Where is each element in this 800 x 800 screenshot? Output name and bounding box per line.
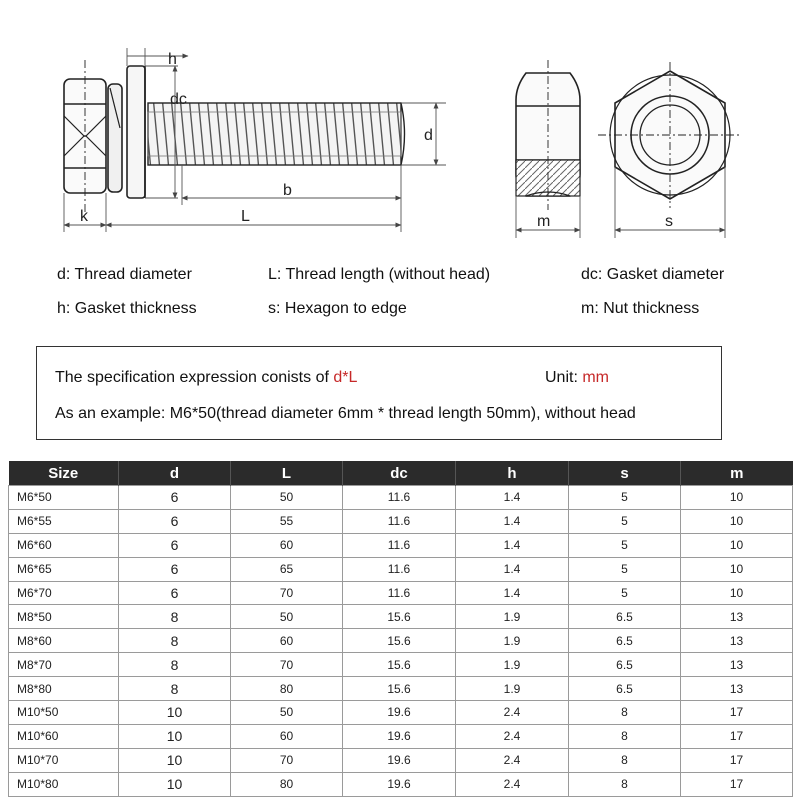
cell-h: 1.4	[456, 509, 569, 533]
cell-L: 60	[231, 533, 343, 557]
cell-h: 1.9	[456, 629, 569, 653]
spec-expression	[55, 369, 357, 387]
cell-s: 6.5	[569, 677, 681, 701]
cell-m: 13	[681, 677, 793, 701]
cell-dc: 11.6	[343, 509, 456, 533]
table-row	[9, 605, 793, 629]
cell-dc: 11.6	[343, 557, 456, 581]
cell-s: 5	[569, 557, 681, 581]
legend-m: m: Nut thickness	[581, 300, 700, 317]
table-row	[9, 581, 793, 605]
cell-m: 10	[681, 581, 793, 605]
cell-m: 13	[681, 605, 793, 629]
cell-d: 6	[119, 533, 231, 557]
cell-s: 6.5	[569, 629, 681, 653]
cell-s: 6.5	[569, 605, 681, 629]
table-row	[9, 509, 793, 533]
bolt-side-view	[64, 60, 405, 215]
legend-h: h: Gasket thickness	[57, 300, 197, 317]
table-body	[9, 486, 793, 797]
dim-label-d: d	[424, 127, 433, 144]
cell-dc: 11.6	[343, 533, 456, 557]
dim-label-s: s	[665, 213, 673, 230]
cell-h: 1.4	[456, 581, 569, 605]
nut-side-view	[516, 60, 580, 210]
table-row	[9, 724, 793, 748]
cell-size: M6*60	[9, 533, 119, 557]
cell-size: M8*70	[9, 653, 119, 677]
cell-m: 13	[681, 629, 793, 653]
legend-L: L: Thread length (without head)	[268, 266, 491, 283]
cell-dc: 19.6	[343, 701, 456, 725]
cell-d: 10	[119, 724, 231, 748]
cell-L: 50	[231, 701, 343, 725]
cell-d: 10	[119, 748, 231, 772]
dim-label-dc: dc	[170, 91, 187, 108]
cell-dc: 15.6	[343, 605, 456, 629]
cell-L: 65	[231, 557, 343, 581]
column-header-size: Size	[9, 461, 119, 486]
cell-h: 1.9	[456, 605, 569, 629]
cell-h: 1.9	[456, 677, 569, 701]
table-header-row	[9, 461, 793, 486]
cell-s: 8	[569, 701, 681, 725]
cell-size: M10*80	[9, 772, 119, 796]
specification-note-box	[36, 346, 722, 440]
cell-d: 10	[119, 701, 231, 725]
cell-dc: 11.6	[343, 486, 456, 510]
cell-dc: 19.6	[343, 724, 456, 748]
legend-s: s: Hexagon to edge	[268, 300, 407, 317]
column-header-d: d	[119, 461, 231, 486]
table-row	[9, 629, 793, 653]
cell-L: 50	[231, 605, 343, 629]
cell-d: 8	[119, 629, 231, 653]
cell-h: 1.9	[456, 653, 569, 677]
cell-d: 8	[119, 605, 231, 629]
dim-label-k: k	[80, 208, 88, 225]
cell-L: 70	[231, 581, 343, 605]
cell-size: M10*50	[9, 701, 119, 725]
cell-s: 5	[569, 509, 681, 533]
cell-s: 5	[569, 486, 681, 510]
cell-size: M6*55	[9, 509, 119, 533]
cell-d: 6	[119, 509, 231, 533]
table-row	[9, 748, 793, 772]
legend-d: d: Thread diameter	[57, 266, 192, 283]
cell-L: 60	[231, 724, 343, 748]
cell-h: 1.4	[456, 486, 569, 510]
cell-size: M8*80	[9, 677, 119, 701]
cell-dc: 11.6	[343, 581, 456, 605]
table-row	[9, 557, 793, 581]
column-header-l: L	[231, 461, 343, 486]
cell-d: 8	[119, 653, 231, 677]
cell-m: 10	[681, 509, 793, 533]
cell-h: 2.4	[456, 748, 569, 772]
cell-d: 10	[119, 772, 231, 796]
cell-m: 10	[681, 486, 793, 510]
column-header-dc: dc	[343, 461, 456, 486]
size-specification-table	[8, 461, 793, 797]
cell-size: M8*50	[9, 605, 119, 629]
cell-s: 5	[569, 581, 681, 605]
column-header-s: s	[569, 461, 681, 486]
cell-m: 13	[681, 653, 793, 677]
cell-m: 17	[681, 701, 793, 725]
spec-unit	[545, 369, 609, 387]
cell-m: 17	[681, 748, 793, 772]
table-row	[9, 677, 793, 701]
cell-dc: 15.6	[343, 653, 456, 677]
cell-size: M6*70	[9, 581, 119, 605]
cell-h: 1.4	[456, 557, 569, 581]
spec-unit-value: mm	[582, 369, 609, 386]
table-row	[9, 772, 793, 796]
cell-dc: 19.6	[343, 748, 456, 772]
bolt-technical-drawing	[0, 0, 800, 250]
cell-L: 60	[231, 629, 343, 653]
spec-unit-text: Unit:	[545, 369, 583, 386]
spec-example: As an example: M6*50(thread diameter 6mm * thread length 50mm), without head	[55, 405, 636, 422]
cell-size: M6*50	[9, 486, 119, 510]
cell-size: M10*70	[9, 748, 119, 772]
cell-m: 17	[681, 724, 793, 748]
cell-dc: 15.6	[343, 629, 456, 653]
cell-L: 70	[231, 748, 343, 772]
cell-d: 6	[119, 486, 231, 510]
cell-dc: 15.6	[343, 677, 456, 701]
legend-dc: dc: Gasket diameter	[581, 266, 725, 283]
cell-L: 55	[231, 509, 343, 533]
cell-m: 10	[681, 533, 793, 557]
cell-h: 2.4	[456, 724, 569, 748]
cell-dc: 19.6	[343, 772, 456, 796]
table-row	[9, 653, 793, 677]
cell-s: 8	[569, 772, 681, 796]
column-header-m: m	[681, 461, 793, 486]
cell-h: 2.4	[456, 701, 569, 725]
cell-L: 70	[231, 653, 343, 677]
cell-L: 80	[231, 677, 343, 701]
cell-size: M8*60	[9, 629, 119, 653]
dim-label-m: m	[537, 213, 551, 230]
cell-size: M10*60	[9, 724, 119, 748]
spec-expression-value: d*L	[333, 369, 358, 386]
dimension-legend	[0, 262, 800, 332]
table-row	[9, 701, 793, 725]
cell-s: 8	[569, 748, 681, 772]
cell-m: 10	[681, 557, 793, 581]
cell-d: 6	[119, 557, 231, 581]
column-header-h: h	[456, 461, 569, 486]
table-row	[9, 533, 793, 557]
dim-label-b: b	[283, 182, 292, 199]
cell-size: M6*65	[9, 557, 119, 581]
cell-s: 6.5	[569, 653, 681, 677]
cell-s: 8	[569, 724, 681, 748]
table-row	[9, 486, 793, 510]
cell-L: 50	[231, 486, 343, 510]
cell-L: 80	[231, 772, 343, 796]
dim-label-L: L	[241, 208, 250, 225]
cell-s: 5	[569, 533, 681, 557]
nut-top-view	[598, 62, 742, 208]
cell-d: 8	[119, 677, 231, 701]
spec-expression-text: The specification expression conists of	[55, 369, 334, 386]
dim-label-h: h	[168, 51, 177, 68]
cell-m: 17	[681, 772, 793, 796]
cell-h: 1.4	[456, 533, 569, 557]
cell-h: 2.4	[456, 772, 569, 796]
cell-d: 6	[119, 581, 231, 605]
